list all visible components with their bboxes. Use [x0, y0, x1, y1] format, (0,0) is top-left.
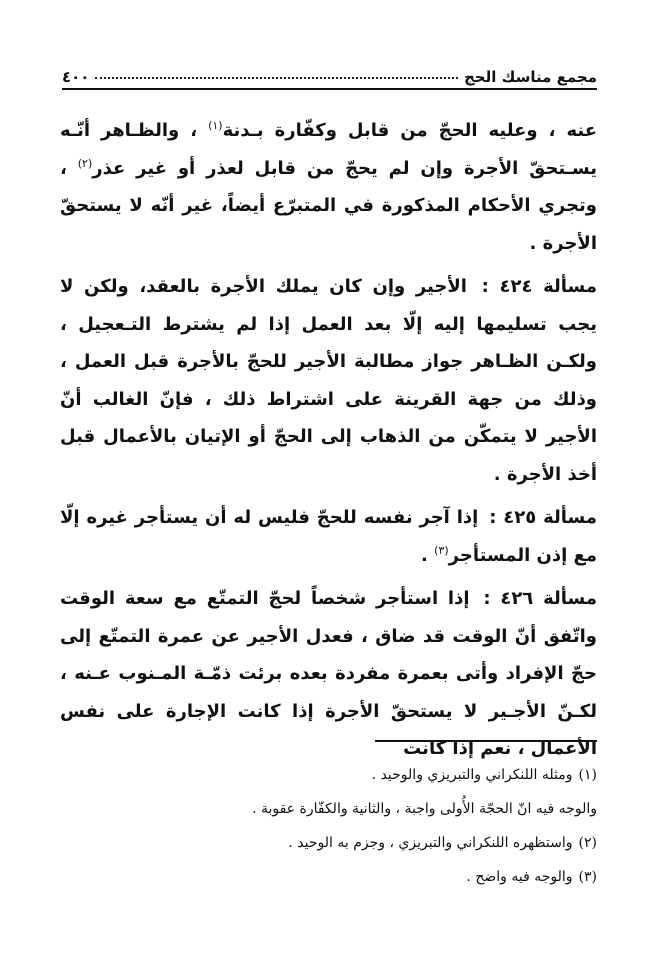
paragraph-text: إذا آجر نفسه للحجّ فليس له أن يستأجر غيره إلّا مع إذن المستأجر — [60, 507, 597, 566]
issue-label: مسألة ٤٢٦ : — [483, 588, 597, 609]
page-number: ٤٠٠ — [62, 68, 90, 86]
issue-424 — [60, 268, 597, 493]
footnote-number: (١) — [578, 767, 597, 783]
issue-425 — [60, 499, 597, 574]
footnote-ref: (٣) — [434, 543, 449, 557]
paragraph-text: الأجير وإن كان يملك الأجرة بالعقد، ولكن لا يجب تسليمها إليه إلّا بعد العمل إذا لم يشترط التـعجيل ، ولكـن الظـاهر جواز مطالبة الأجير للحجّ بالأجرة قبل العمل ، وذلك من جهة القرينة على اشتراط ذلك ، فإنّ الغالب أنّ الأجير لا يتمكّن من الذهاب إلى الحجّ أو الإتيان بالأعمال قبل أخذ الأجرة . — [60, 276, 597, 485]
issue-label: مسألة ٤٢٤ : — [481, 276, 597, 297]
footnote-text: واستظهره اللنكراني والتبريزي ، وجزم به الوحيد . — [288, 835, 573, 851]
footnote-text: ومثله اللنكراني والتبريزي والوحيد . — [371, 767, 573, 783]
footnote-item — [60, 826, 597, 860]
main-text — [60, 112, 597, 774]
footnote-number: (٣) — [578, 869, 597, 885]
book-title: مجمع مناسك الحج — [463, 68, 597, 86]
footnote-item — [60, 758, 597, 792]
paragraph-text: . — [421, 544, 435, 566]
footnote-ref: (١) — [208, 119, 223, 132]
footnote-ref: (٢) — [77, 156, 93, 170]
paragraph-continuation — [60, 112, 597, 262]
page-header — [62, 56, 597, 86]
header-rule — [62, 88, 597, 90]
footnote-text: والوجه فيه انّ الحجّة الأُولى واجبة ، والثانية والكفّارة عقوبة . — [252, 801, 597, 817]
paragraph-text: ، وتجري الأحكام المذكورة في المتبرّع أيضاً، غير أنّه لا يستحقّ الأجرة . — [60, 157, 597, 254]
paragraph-text: إذا استأجر شخصاً لحجّ التمتّع مع سعة الوقت واتّفق أنّ الوقت قد ضاق ، فعدل الأجير عن عمرة التمتّع إلى حجّ الإفراد وأتى بعمرة مفردة بعده برئت ذمّـة المـنوب عـنه ، لكـنّ الأجـير لا يستحقّ الأجرة إذا كانت الإجارة على نفس الأعمال ، نعم إذا كانت — [60, 588, 597, 759]
footnote-number: (٢) — [578, 835, 597, 851]
paragraph-text: ، والظـاهر أنّـه يسـتحقّ الأجرة وإن لم يحجّ من قابل لعذر أو غير عذر — [60, 120, 597, 179]
issue-label: مسألة ٤٢٥ : — [489, 507, 598, 528]
footnotes — [60, 758, 597, 894]
footnote-item — [60, 792, 597, 826]
footnote-text: والوجه فيه واضح . — [466, 869, 573, 885]
header-dotted-leader — [95, 77, 458, 79]
footnote-separator — [375, 740, 597, 742]
paragraph-text: عنه ، وعليه الحجّ من قابل وكفّارة بـدنة — [222, 120, 598, 141]
footnote-item — [60, 860, 597, 894]
